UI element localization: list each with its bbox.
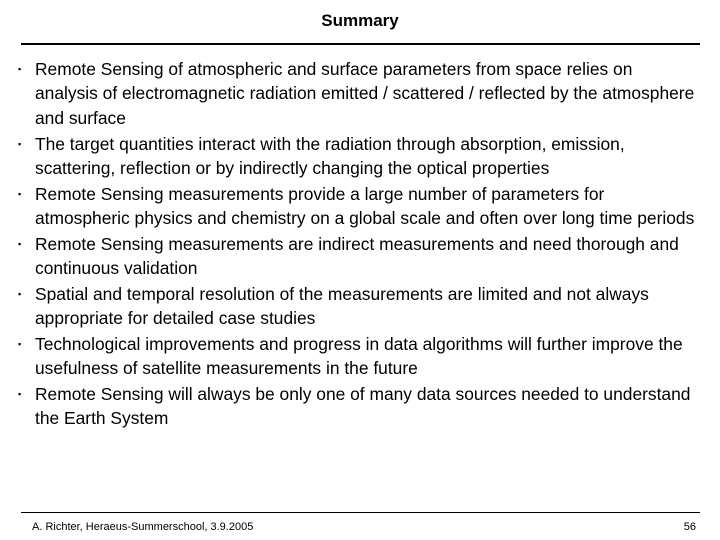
bullet-item: [18, 232, 698, 281]
footer-divider: [21, 512, 700, 513]
bullet-item: [18, 332, 698, 381]
bullet-marker-icon: ▪: [18, 238, 22, 249]
bullet-item: [18, 182, 698, 231]
bullet-text: Technological improvements and progress in data algorithms will further improve the usefulness of satellite measurements in the future: [35, 333, 683, 379]
bullet-marker-icon: ▪: [18, 138, 22, 149]
bullet-item: [18, 132, 698, 181]
bullet-list: [18, 57, 698, 432]
bullet-text: Spatial and temporal resolution of the measurements are limited and not always appropriate for detailed case studies: [35, 283, 649, 329]
bullet-text: Remote Sensing measurements provide a large number of parameters for atmospheric physics and chemistry on a global scale and often over long time periods: [35, 183, 695, 229]
bullet-marker-icon: ▪: [18, 64, 22, 74]
bullet-marker-icon: ▪: [18, 188, 22, 199]
bullet-marker-icon: ▪: [18, 338, 22, 349]
bullet-text: Remote Sensing of atmospheric and surface parameters from space relies on analysis of electromagnetic radiation emitted / scattered / reflected by the atmosphere and surface: [35, 59, 695, 128]
bullet-marker-icon: ▪: [18, 389, 22, 400]
footer-author: A. Richter, Heraeus-Summerschool, 3.9.2005: [32, 521, 254, 533]
bullet-text: Remote Sensing measurements are indirect measurements and need thorough and continuous validation: [35, 233, 679, 279]
bullet-item: [18, 282, 698, 331]
page-number: 56: [683, 521, 696, 533]
bullet-item: [18, 382, 698, 431]
slide-title: Summary: [321, 11, 399, 30]
title-divider: [21, 43, 700, 45]
bullet-text: Remote Sensing will always be only one of many data sources needed to understand the Earth System: [35, 384, 691, 429]
bullet-text: The target quantities interact with the radiation through absorption, emission, scattering, reflection or by indirectly changing the optical properties: [35, 133, 625, 178]
bullet-item: [18, 57, 698, 130]
bullet-marker-icon: ▪: [18, 288, 22, 299]
